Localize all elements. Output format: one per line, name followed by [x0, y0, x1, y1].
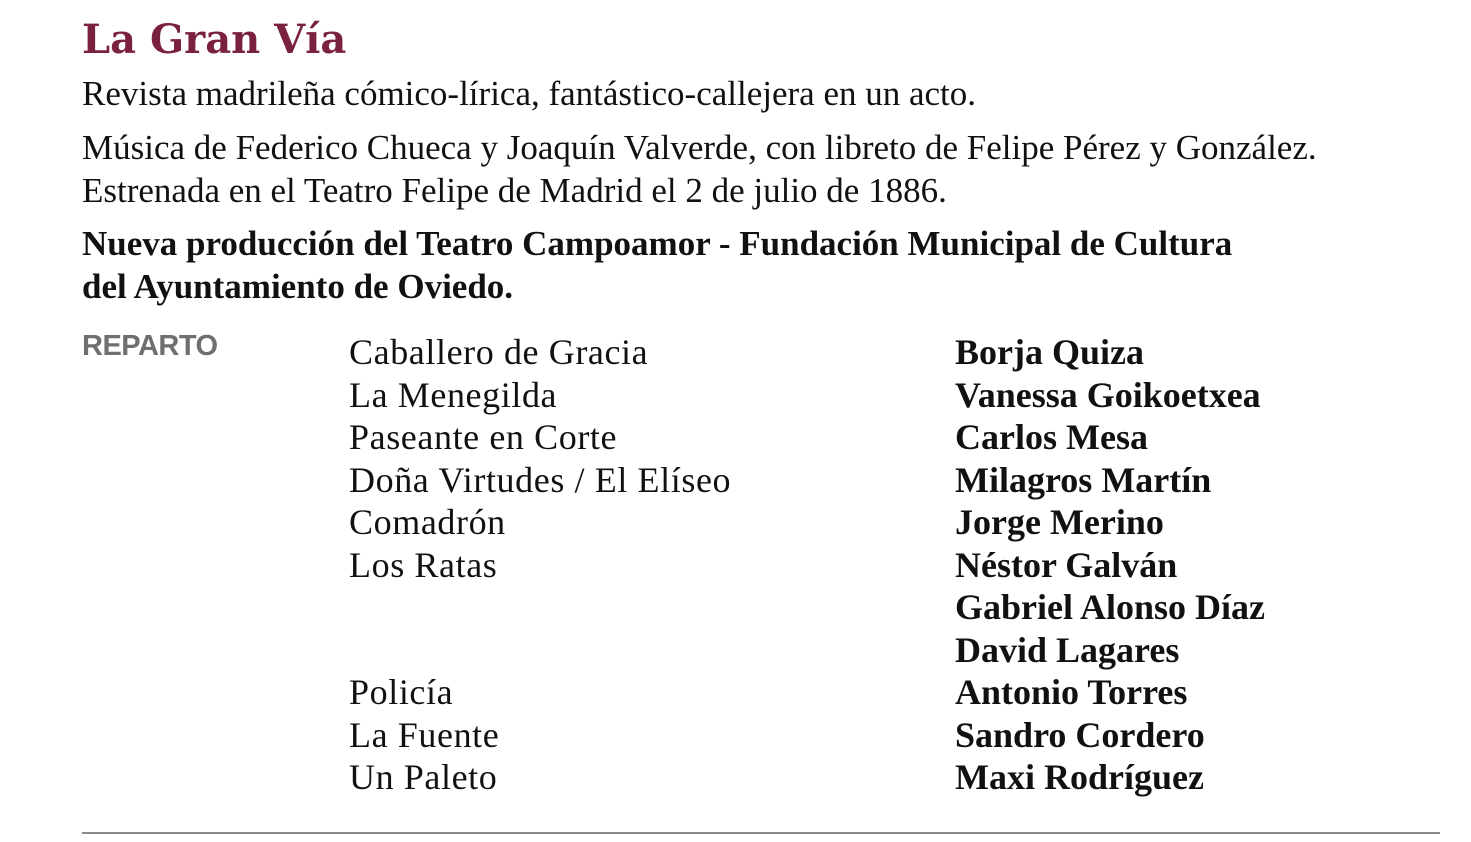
role-name: Caballero de Gracia [349, 332, 649, 372]
actor-name: Carlos Mesa [955, 417, 1148, 457]
production-line: Nueva producción del Teatro Campoamor - Fundación Municipal de Cultura [82, 224, 1233, 263]
cast-row [82, 671, 1442, 714]
role-name: Un Paleto [349, 757, 498, 797]
role-name: Doña Virtudes / El Elíseo [349, 459, 732, 500]
cast-list [82, 331, 1442, 799]
credits [82, 126, 1317, 212]
cast-row [82, 331, 1442, 374]
actor-name: Antonio Torres [955, 672, 1188, 712]
role-name: Paseante en Corte [349, 417, 618, 457]
actor-name: Maxi Rodríguez [955, 757, 1204, 797]
cast-heading: REPARTO [82, 330, 218, 362]
cast-row [82, 714, 1442, 757]
cast-row [82, 374, 1442, 417]
actor-name: Néstor Galván [955, 544, 1178, 585]
actor-name: David Lagares [955, 629, 1180, 670]
actor-name: Sandro Cordero [955, 714, 1205, 755]
role-name: La Fuente [349, 714, 500, 755]
credits-line: Música de Federico Chueca y Joaquín Valverde, con libreto de Felipe Pérez y González. [82, 128, 1317, 167]
actor-name: Gabriel Alonso Díaz [955, 587, 1266, 627]
actor-name: Borja Quiza [955, 332, 1144, 372]
cast-row [82, 544, 1442, 587]
bottom-divider [82, 832, 1440, 834]
role-name: Policía [349, 672, 454, 712]
page-title: La Gran Vía [82, 16, 347, 63]
cast-row [82, 416, 1442, 459]
cast-row [82, 629, 1442, 672]
actor-name: Milagros Martín [955, 459, 1212, 500]
cast-row [82, 501, 1442, 544]
role-name: La Menegilda [349, 374, 558, 415]
credits-line: Estrenada en el Teatro Felipe de Madrid el 2 de julio de 1886. [82, 171, 947, 210]
cast-row [82, 586, 1442, 629]
production-line: del Ayuntamiento de Oviedo. [82, 267, 514, 306]
cast-row [82, 756, 1442, 799]
production-note [82, 222, 1232, 308]
cast-row [82, 459, 1442, 502]
actor-name: Jorge Merino [955, 502, 1164, 542]
subtitle: Revista madrileña cómico-lírica, fantástico-callejera en un acto. [82, 74, 977, 113]
actor-name: Vanessa Goikoetxea [955, 374, 1261, 415]
role-name: Comadrón [349, 502, 506, 542]
role-name: Los Ratas [349, 544, 498, 585]
